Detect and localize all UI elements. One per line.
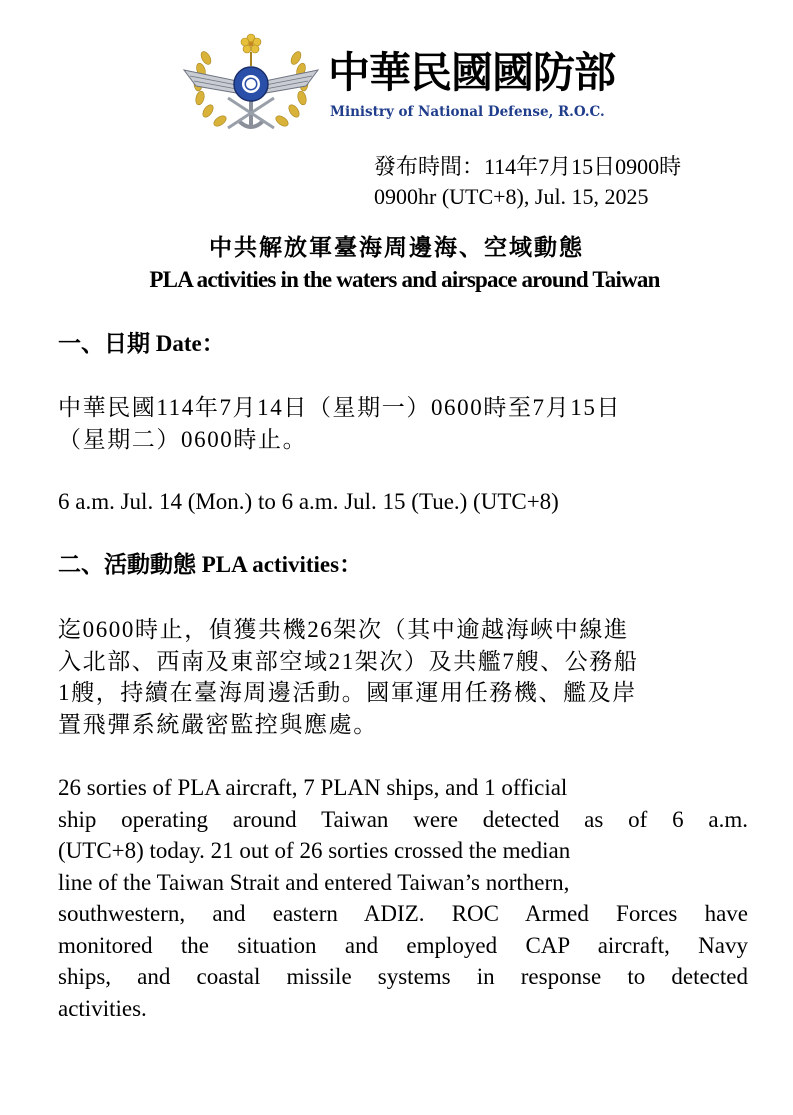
section2-en (58, 772, 748, 1024)
section1-zh-line: （星期二）0600時止。 (58, 426, 308, 452)
section2-en-line: monitored the situation and employed CAP aircraft, Navy (58, 932, 748, 958)
section2-en-line: southwestern, and eastern ADIZ. ROC Armed Forces have (58, 901, 748, 926)
section1-en-line: 6 a.m. Jul. 14 (Mon.) to 6 a.m. Jul. 15 (Tue.) (UTC+8) (58, 489, 559, 514)
release-time (374, 152, 681, 212)
section1-heading: 一、日期 Date： (58, 331, 225, 356)
title-zh: 中共解放軍臺海周邊海、空域動態 (209, 235, 584, 260)
section2-en-line: ships, and coastal missile systems in response to detected (58, 964, 748, 989)
section1-en (58, 486, 748, 518)
org-name-zh: 中華民國國防部 (328, 48, 616, 97)
section2-zh-line: 入北部、西南及東部空域21架次）及共艦7艘、公務船 (58, 648, 639, 674)
section2-en-line: ship operating around Taiwan were detected as of 6 a.m. (58, 806, 748, 832)
section2-zh-line: 置飛彈系統嚴密監控與應處。 (58, 711, 378, 737)
mnd-emblem-icon (176, 28, 326, 140)
section2-zh-line: 迄0600時止，偵獲共機26架次（其中逾越海峽中線進 (58, 617, 629, 642)
section2-en-line: line of the Taiwan Strait and entered Taiwan’s northern, (58, 869, 570, 895)
org-name-en: Ministry of National Defense, R.O.C. (330, 104, 605, 120)
section2-en-line: activities. (58, 995, 147, 1021)
section2-heading: 二、活動動態 PLA activities： (58, 552, 363, 577)
section2-en-line: 26 sorties of PLA aircraft, 7 PLAN ships, and 1 official (58, 775, 568, 800)
section2-zh-line: 1艘，持續在臺海周邊活動。國軍運用任務機、艦及岸 (58, 680, 637, 705)
release-time-en: 0900hr (UTC+8), Jul. 15, 2025 (374, 184, 649, 209)
release-time-zh: 發布時間：114年7月15日0900時 (374, 154, 682, 179)
section2-zh (58, 614, 748, 740)
section2-en-line: (UTC+8) today. 21 out of 26 sorties crossed the median (58, 838, 571, 863)
section1-zh-line: 中華民國114年7月14日（星期一）0600時至7月15日 (58, 395, 622, 420)
section1-zh (58, 392, 748, 455)
title-en: PLA activities in the waters and airspace around Taiwan (149, 267, 660, 292)
